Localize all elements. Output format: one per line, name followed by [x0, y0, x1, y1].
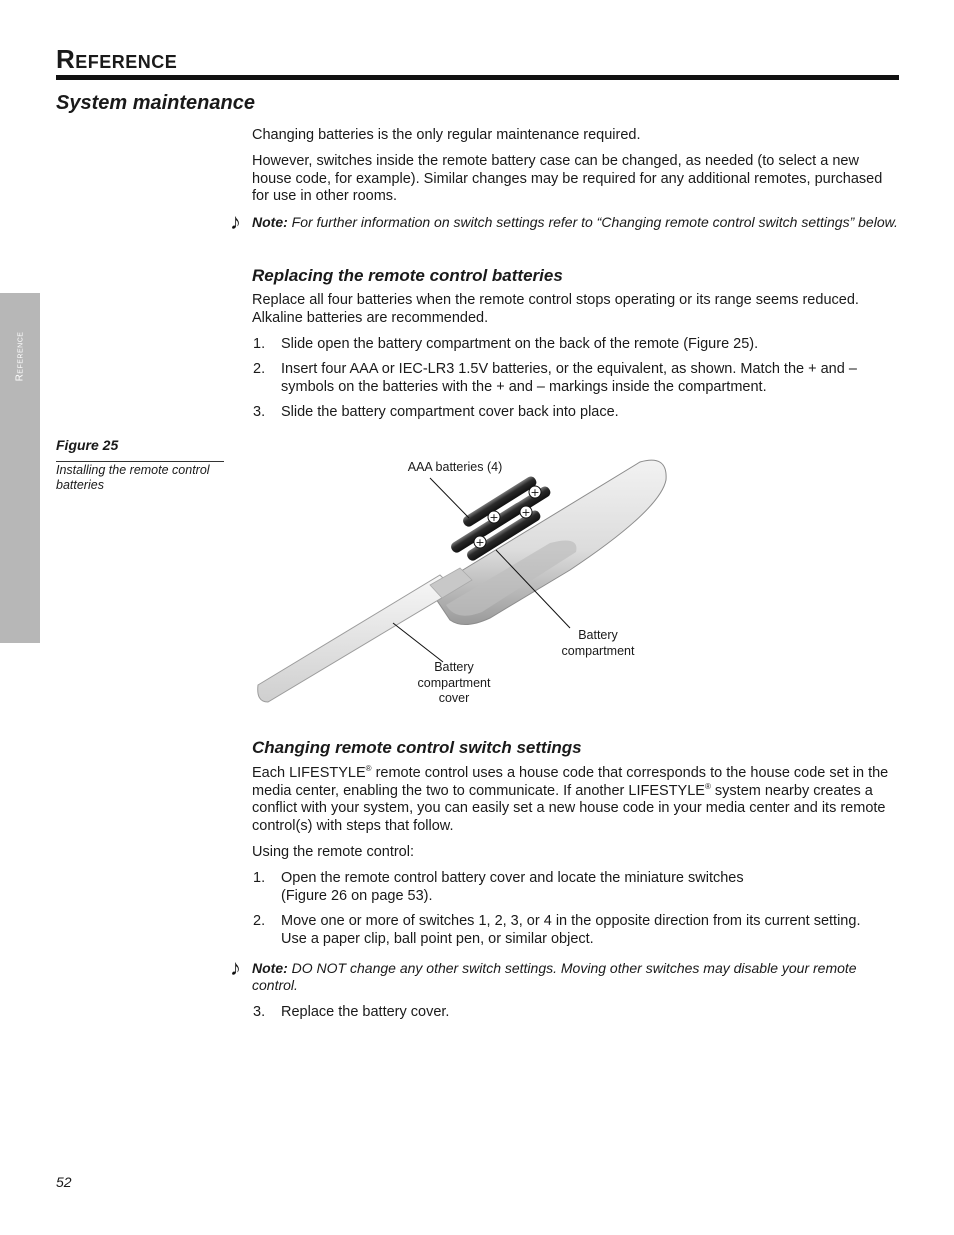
note-1-label: Note: — [252, 214, 288, 230]
callout-battery-compartment: Battery compartment — [561, 628, 635, 658]
switch-step-1-number: 1. — [253, 870, 266, 886]
figure-caption: Installing the remote control batteries — [56, 463, 210, 492]
battery-step-2-text: Insert four AAA or IEC-LR3 1.5V batteries, or the equivalent, as shown. Match the + and – symbols on the batteries with the + and – markings inside the compartment. — [281, 361, 857, 395]
switch-step-1-line-a: Open the remote control battery cover and locate the miniature switches — [281, 870, 744, 886]
intro-paragraph-2: However, switches inside the remote battery case can be changed, as needed (to select a new house code, for example). Similar changes may be required for any additional remotes, purchased for use in other rooms. — [252, 153, 883, 204]
registered-mark: ® — [365, 764, 372, 774]
intro-paragraph-1: Changing batteries is the only regular maintenance required. — [252, 127, 641, 143]
using-remote-paragraph: Using the remote control: — [252, 844, 414, 860]
music-note-icon: ♪ — [230, 209, 241, 234]
registered-mark: ® — [704, 781, 711, 791]
switch-step-1-line-b: (Figure 26 on page 53). — [281, 887, 433, 904]
switch-step-2-number: 2. — [253, 913, 266, 929]
note-2-label: Note: — [252, 960, 288, 976]
leader-cover — [393, 623, 443, 662]
switch-step-3-number: 3. — [253, 1004, 266, 1020]
music-note-icon: ♪ — [230, 955, 241, 980]
switches-p1-part-a: Each LIFESTYLE — [252, 765, 366, 781]
battery-step-1-text: Slide open the battery compartment on the back of the remote (Figure 25). — [281, 336, 759, 352]
page-number: 52 — [56, 1174, 72, 1190]
batteries-paragraph: Replace all four batteries when the remote control stops operating or its range seems reduced. Alkaline batteries are recommended. — [252, 292, 859, 326]
callout-aaa-batteries: AAA batteries (4) — [407, 460, 503, 474]
switches-paragraph — [252, 765, 897, 835]
svg-text:+: + — [530, 486, 540, 499]
figure-rule — [56, 461, 224, 462]
battery-step-3-text: Slide the battery compartment cover back into place. — [281, 404, 619, 420]
switch-step-3-text: Replace the battery cover. — [281, 1004, 450, 1020]
note-1-text: For further information on switch settings refer to “Changing remote control switch settings” below. — [291, 214, 898, 230]
switch-step-2-text: Move one or more of switches 1, 2, 3, or 4 in the opposite direction from its current setting. Use a paper clip, ball point pen, or similar object. — [281, 913, 861, 947]
svg-text:+: + — [489, 511, 499, 524]
side-tab — [0, 293, 40, 643]
header-rule — [56, 75, 899, 80]
switches-heading: Changing remote control switch settings — [252, 738, 582, 757]
battery-step-1-number: 1. — [253, 336, 266, 352]
svg-text:+: + — [521, 506, 531, 519]
battery-step-3-number: 3. — [253, 404, 266, 420]
section-title: System maintenance — [56, 92, 255, 114]
side-tab-label: Reference — [14, 331, 26, 382]
note-2-text: DO NOT change any other switch settings. Moving other switches may disable your remote control. — [252, 960, 857, 993]
switch-step-1-text — [281, 870, 891, 905]
callout-battery-cover: Battery compartment cover — [417, 660, 491, 705]
svg-text:+: + — [475, 536, 485, 549]
figure-title: Figure 25 — [56, 437, 119, 453]
page-header-title: Reference — [56, 44, 178, 74]
leader-batteries — [430, 478, 469, 518]
batteries-heading: Replacing the remote control batteries — [252, 266, 563, 285]
switches-p1-part-b: remote control uses a house code that corresponds to the house code set in the media center, enabling the two to communicate. If another LIFESTYLE — [252, 765, 889, 799]
switches-p1-part-c: system nearby creates a conflict with your system, you can easily set a new house code in your media center and its remote control(s) with steps that follow. — [252, 782, 886, 834]
battery-step-2-number: 2. — [253, 361, 266, 377]
note-1 — [252, 214, 900, 231]
note-2 — [252, 960, 900, 994]
